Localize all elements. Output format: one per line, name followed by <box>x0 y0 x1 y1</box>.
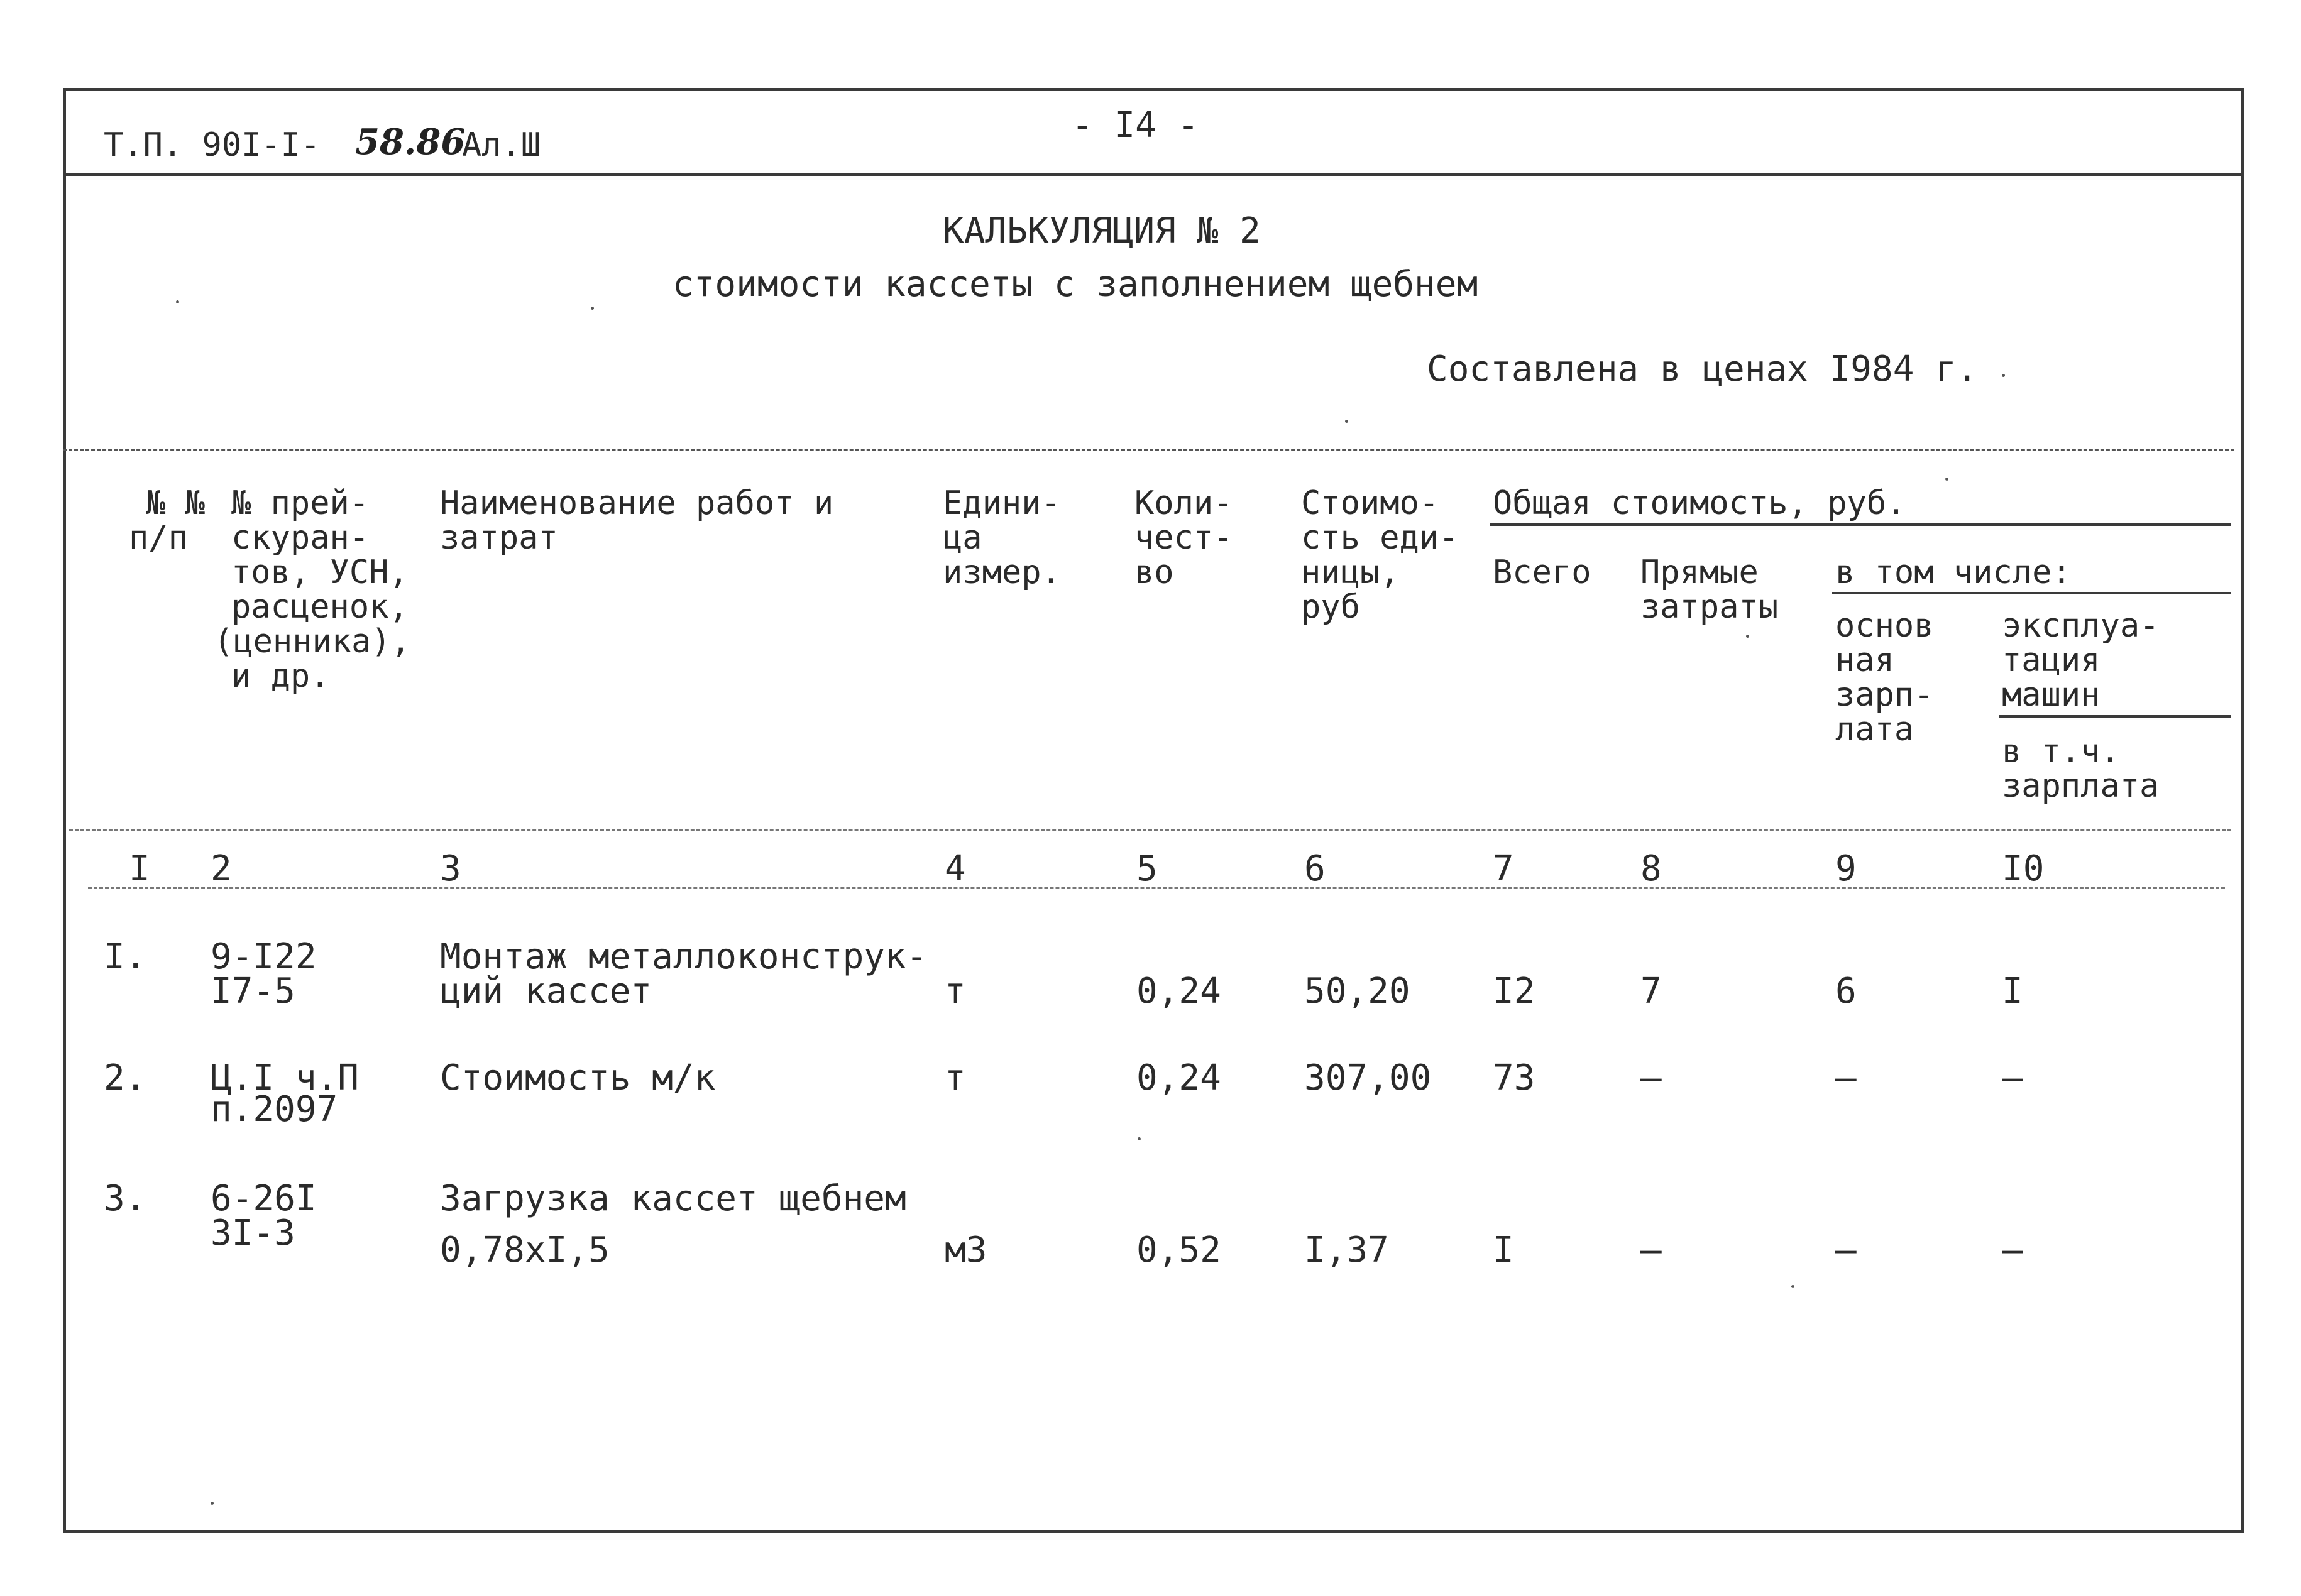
header-codes-line6: и др. <box>231 657 330 695</box>
header-base-salary-line1: основ <box>1835 607 1934 645</box>
scan-speck <box>1345 420 1348 423</box>
header-name-line2: затрат <box>440 519 558 557</box>
header-machines-line3: машин <box>2002 676 2101 714</box>
row-machines: – <box>2002 1058 2023 1098</box>
row-name-line2: ций кассет <box>440 971 652 1012</box>
row-machines: I <box>2002 971 2023 1012</box>
row-name-line1: Стоимость м/к <box>440 1058 716 1098</box>
header-including: в том числе: <box>1835 554 2072 591</box>
column-number-5: 5 <box>1136 848 1158 889</box>
row-qty: 0,24 <box>1136 1058 1221 1098</box>
header-qty-line3: во <box>1134 554 1174 591</box>
header-qty-line2: чест- <box>1134 519 1233 557</box>
row-name-line1: Загрузка кассет щебнем <box>440 1178 906 1219</box>
column-number-1: I <box>129 848 150 889</box>
scan-speck <box>1746 635 1749 638</box>
table-top-line <box>63 449 2234 451</box>
row-name-line2: 0,78xI,5 <box>440 1230 610 1271</box>
row-unit: т <box>945 971 966 1012</box>
row-name-line1: Монтаж металлоконструк- <box>440 936 928 977</box>
row-qty: 0,52 <box>1136 1230 1221 1271</box>
doc-code: Т.П. 90I-I- <box>104 126 321 164</box>
machines-underline <box>1999 715 2231 718</box>
row-code-line2: 3I-3 <box>211 1213 295 1254</box>
row-unit-cost: 50,20 <box>1304 971 1410 1012</box>
row-unit: т <box>945 1058 966 1098</box>
row-num: I. <box>104 936 146 977</box>
header-name-line1: Наименование работ и <box>440 484 834 522</box>
header-base-salary-line4: лата <box>1835 711 1914 748</box>
total-group-underline <box>1490 523 2231 526</box>
header-unit-cost-line4: руб <box>1301 588 1360 626</box>
scan-speck <box>1791 1285 1794 1288</box>
header-unit-line1: Едини- <box>943 484 1061 522</box>
row-code-line1: Ц.I ч.П <box>211 1058 360 1098</box>
header-codes-line1: № прей- <box>231 484 370 522</box>
column-number-2: 2 <box>211 848 232 889</box>
row-total: I2 <box>1493 971 1535 1012</box>
header-unit-line2: ца <box>943 519 982 557</box>
column-number-3: 3 <box>440 848 461 889</box>
row-total: 73 <box>1493 1058 1535 1098</box>
row-qty: 0,24 <box>1136 971 1221 1012</box>
calculation-subtitle: стоимости кассеты с заполнением щебнем <box>673 264 1478 305</box>
scan-speck <box>2002 374 2005 377</box>
header-codes-line5: (ценника), <box>214 623 411 660</box>
row-total: I <box>1493 1230 1514 1271</box>
row-direct: – <box>1640 1230 1662 1271</box>
header-num-line2: п/п <box>129 519 188 557</box>
row-unit-cost: I,37 <box>1304 1230 1389 1271</box>
header-total-group: Общая стоимость, руб. <box>1493 484 1906 522</box>
header-machines-line2: тация <box>2002 642 2101 679</box>
header-num-line1: № № <box>146 484 205 522</box>
row-unit: м3 <box>945 1230 987 1271</box>
row-code-line2: I7-5 <box>211 971 295 1012</box>
header-divider <box>63 173 2241 176</box>
scan-speck <box>1138 1137 1141 1140</box>
header-unit-cost-line3: ницы, <box>1301 554 1400 591</box>
calculation-title: КАЛЬКУЛЯЦИЯ № 2 <box>943 210 1261 251</box>
row-base-salary: – <box>1835 1230 1857 1271</box>
header-unit-cost-line1: Стоимо- <box>1301 484 1439 522</box>
row-num: 3. <box>104 1178 146 1219</box>
row-unit-cost: 307,00 <box>1304 1058 1432 1098</box>
scan-speck <box>211 1502 214 1505</box>
header-machines-line1: эксплуа- <box>2002 607 2160 645</box>
scan-speck <box>176 300 179 303</box>
column-number-10: I0 <box>2002 848 2045 889</box>
including-underline <box>1832 592 2231 594</box>
header-codes-line4: расценок, <box>231 588 409 626</box>
row-code-line1: 9-I22 <box>211 936 317 977</box>
header-codes-line3: тов, УСН, <box>231 554 409 591</box>
header-total: Всего <box>1493 554 1591 591</box>
row-base-salary: – <box>1835 1058 1857 1098</box>
doc-code-handwritten: 58.86 <box>355 121 466 163</box>
row-direct: 7 <box>1640 971 1662 1012</box>
row-base-salary: 6 <box>1835 971 1857 1012</box>
header-unit-cost-line2: сть еди- <box>1301 519 1459 557</box>
header-base-salary-line3: зарп- <box>1835 676 1934 714</box>
header-direct-line1: Прямые <box>1640 554 1759 591</box>
page-number: - I4 - <box>1072 105 1199 146</box>
column-number-6: 6 <box>1304 848 1326 889</box>
header-machines-salary-line1: в т.ч. <box>2002 733 2120 770</box>
page-frame <box>63 88 2244 1533</box>
row-code-line1: 6-26I <box>211 1178 317 1219</box>
header-bottom-line <box>69 829 2231 831</box>
header-qty-line1: Коли- <box>1134 484 1233 522</box>
row-code-line2: п.2097 <box>211 1089 338 1130</box>
header-direct-line2: затраты <box>1640 588 1779 626</box>
column-number-7: 7 <box>1493 848 1514 889</box>
scan-speck <box>1945 478 1948 481</box>
column-number-9: 9 <box>1835 848 1857 889</box>
scan-speck <box>591 307 594 310</box>
column-number-8: 8 <box>1640 848 1662 889</box>
header-machines-salary-line2: зарплата <box>2002 767 2160 805</box>
album-label: Ал.Ш <box>462 126 541 164</box>
header-unit-line3: измер. <box>943 554 1061 591</box>
row-direct: – <box>1640 1058 1662 1098</box>
header-codes-line2: скуран- <box>231 519 370 557</box>
column-number-4: 4 <box>945 848 966 889</box>
header-base-salary-line2: ная <box>1835 642 1894 679</box>
row-num: 2. <box>104 1058 146 1098</box>
prices-note: Составлена в ценах I984 г. <box>1427 349 1978 390</box>
row-machines: – <box>2002 1230 2023 1271</box>
column-numbers-underline <box>88 887 2225 889</box>
